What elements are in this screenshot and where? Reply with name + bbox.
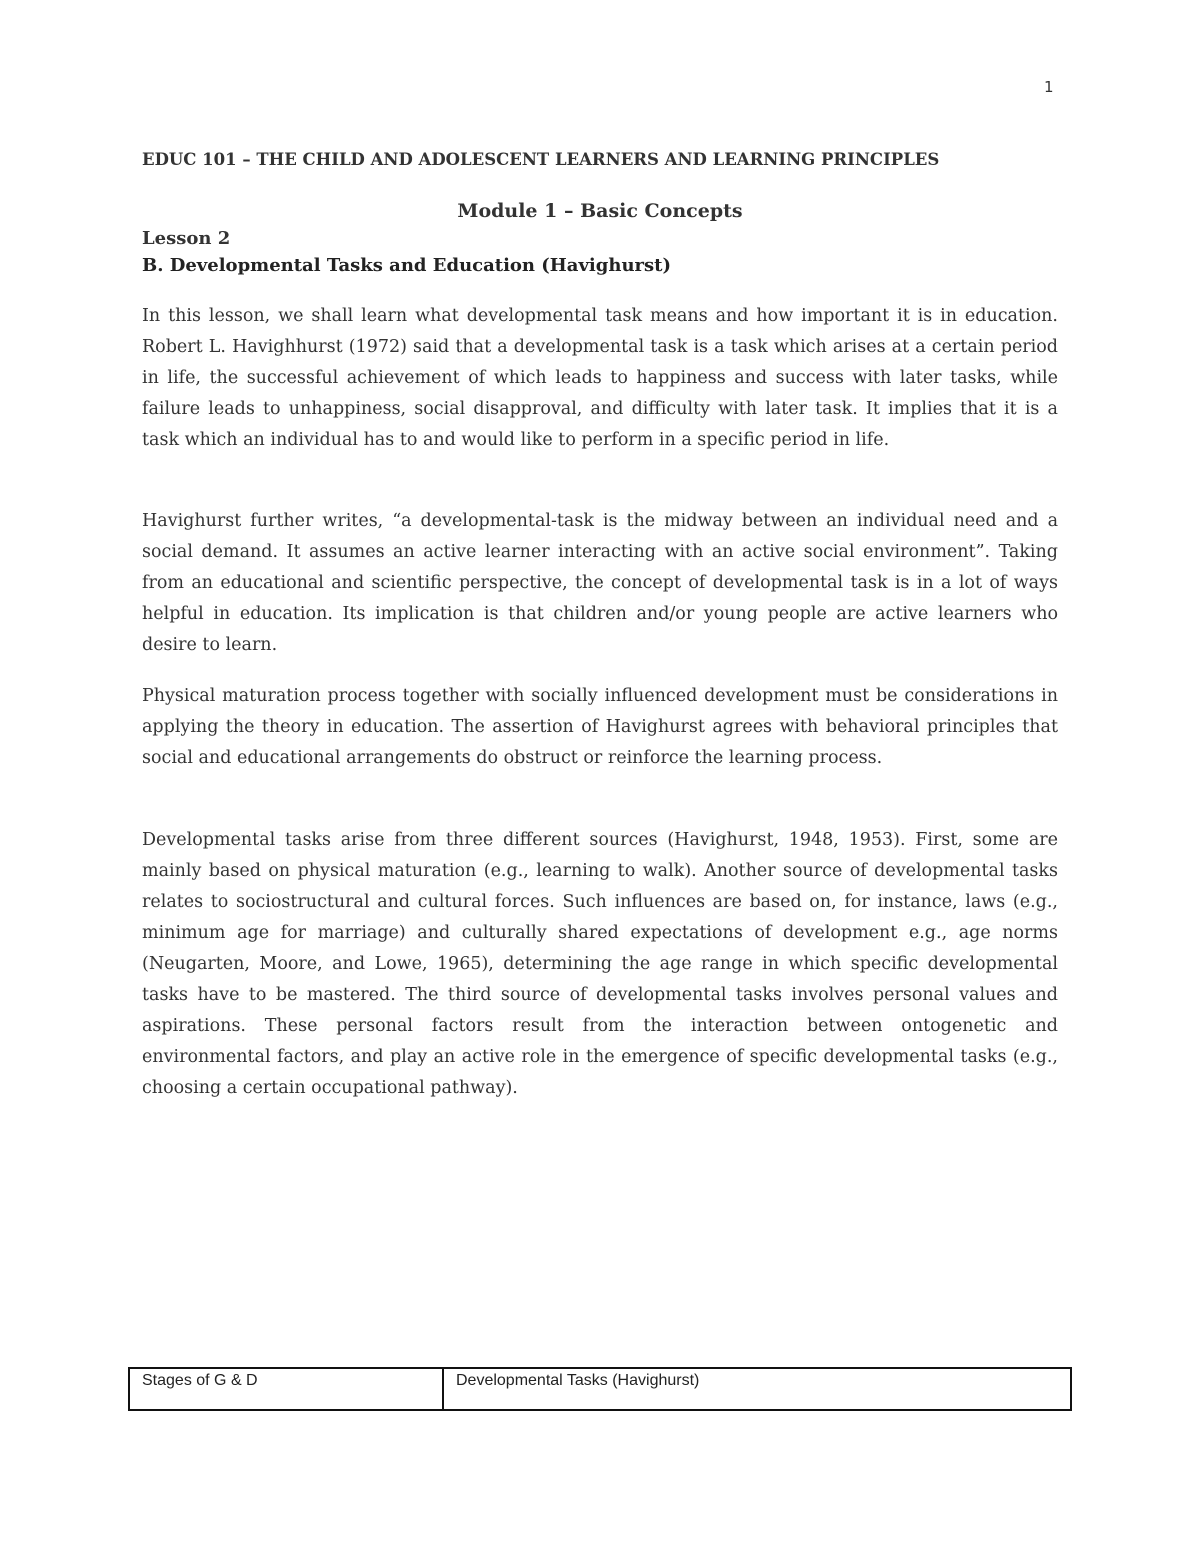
page-number: 1: [1044, 78, 1054, 96]
lesson-label: Lesson 2: [142, 228, 231, 249]
body-paragraph: Havighurst further writes, “a developmental-task is the midway between an individual need and a social demand. It assumes an active learner interacting with an active social environment”. Taking from an educational and scientific perspective, the concept of developmental task is in a lot of ways helpful in education. Its implication is that children and/or young people are active learners who desire to learn.: [142, 511, 1058, 655]
body-paragraph: In this lesson, we shall learn what developmental task means and how important it is in education. Robert L. Havighhurst (1972) said that a developmental task is a task which arises at a certain period in life, the successful achievement of which leads to happiness and success with later tasks, while failure leads to unhappiness, social disapproval, and difficulty with later task. It implies that it is a task which an individual has to and would like to perform in a specific period in life.: [142, 306, 1058, 450]
table-header-developmental-tasks: Developmental Tasks (Havighurst): [443, 1368, 1071, 1410]
table-row: [129, 1368, 1071, 1410]
table-header-stages: Stages of G & D: [129, 1368, 443, 1410]
stages-table: [128, 1367, 1072, 1411]
section-heading: B. Developmental Tasks and Education (Havighurst): [142, 255, 671, 276]
course-title: EDUC 101 – THE CHILD AND ADOLESCENT LEARNERS AND LEARNING PRINCIPLES: [142, 150, 940, 169]
module-title: Module 1 – Basic Concepts: [457, 200, 743, 222]
body-paragraph: Developmental tasks arise from three different sources (Havighurst, 1948, 1953). First, some are mainly based on physical maturation (e.g., learning to walk). Another source of developmental tasks relates to sociostructural and cultural forces. Such influences are based on, for instance, laws (e.g., minimum age for marriage) and culturally shared expectations of development e.g., age norms (Neugarten, Moore, and Lowe, 1965), determining the age range in which specific developmental tasks have to be mastered. The third source of developmental tasks involves personal values and aspirations. These personal factors result from the interaction between ontogenetic and environmental factors, and play an active role in the emergence of specific developmental tasks (e.g., choosing a certain occupational pathway).: [142, 830, 1058, 1098]
body-paragraph: Physical maturation process together with socially influenced development must be considerations in applying the theory in education. The assertion of Havighurst agrees with behavioral principles that social and educational arrangements do obstruct or reinforce the learning process.: [142, 686, 1058, 768]
